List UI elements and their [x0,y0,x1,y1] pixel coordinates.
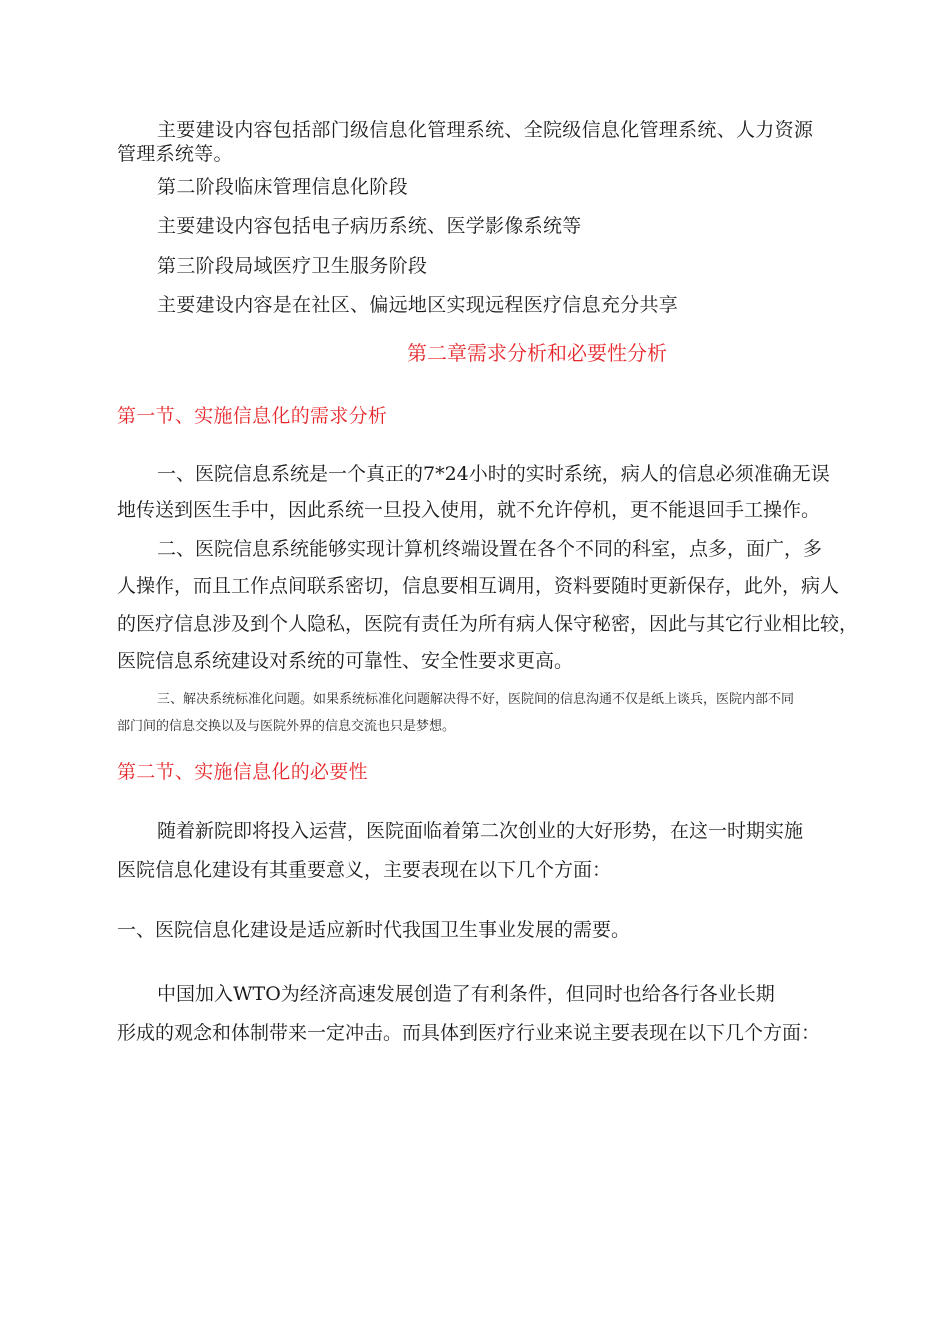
necessity-paragraph-line: 形成的观念和体制带来一定冲击。而具体到医疗行业来说主要表现在以下几个方面： [117,1022,821,1044]
requirement-item-line: 的医疗信息涉及到个人隐私，医院有责任为所有病人保守秘密，因此与其它行业相比较， [117,613,859,635]
requirement-item-line: 一、医院信息系统是一个真正的7*24小时的实时系统，病人的信息必须准确无误 [157,463,830,485]
necessity-paragraph-line: 中国加入WTO为经济高速发展创造了有利条件，但同时也给各行各业长期 [157,983,775,1005]
stage2-title: 第二阶段临床管理信息化阶段 [157,176,408,198]
requirement-item-line: 人操作，而且工作点间联系密切，信息要相互调用，资料要随时更新保存，此外，病人 [117,575,840,597]
section2-title: 第二节、实施信息化的必要性 [117,761,368,783]
requirement-item-small-line: 部门间的信息交换以及与医院外界的信息交流也只是梦想。 [117,719,456,734]
intro-paragraph-line: 管理系统等。 [117,143,233,165]
chapter-title: 第二章需求分析和必要性分析 [407,341,667,365]
necessity-paragraph-line: 随着新院即将投入运营，医院面临着第二次创业的大好形势，在这一时期实施 [157,820,804,842]
necessity-point-title: 一、医院信息化建设是适应新时代我国卫生事业发展的需要。 [117,919,631,941]
section1-title: 第一节、实施信息化的需求分析 [117,405,388,427]
requirement-item-line: 医院信息系统建设对系统的可靠性、安全性要求更高。 [117,650,574,672]
necessity-paragraph-line: 医院信息化建设有其重要意义，主要表现在以下几个方面： [117,859,612,881]
stage3-title: 第三阶段局域医疗卫生服务阶段 [157,255,428,277]
requirement-item-line: 二、医院信息系统能够实现计算机终端设置在各个不同的科室，点多，面广，多 [157,538,823,560]
requirement-item-line: 地传送到医生手中，因此系统一旦投入使用，就不允许停机，更不能退回手工操作。 [117,499,821,521]
stage3-content: 主要建设内容是在社区、偏远地区实现远程医疗信息充分共享 [157,294,679,316]
requirement-item-small-line: 三、解决系统标准化问题。如果系统标准化问题解决得不好，医院间的信息沟通不仅是纸上谈兵，医院内部不同 [157,692,795,707]
intro-paragraph-line: 主要建设内容包括部门级信息化管理系统、全院级信息化管理系统、人力资源 [157,119,814,141]
stage2-content: 主要建设内容包括电子病历系统、医学影像系统等 [157,215,582,237]
